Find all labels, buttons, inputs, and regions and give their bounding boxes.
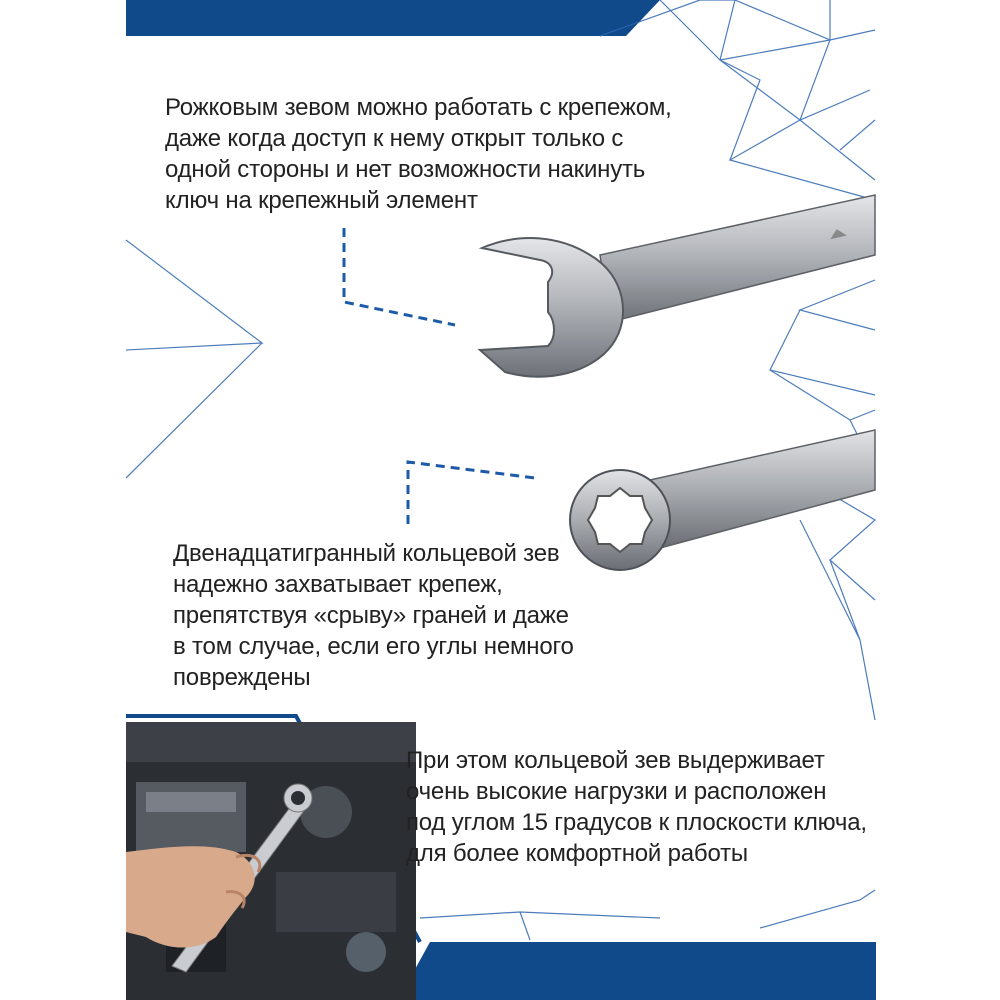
angle-description: При этом кольцевой зев выдерживает очень высокие нагрузки и расположен под углом 15 градусов к плоскости ключа, для более комфортной работы — [406, 747, 867, 867]
svg-text:◢◣: ◢◣ — [827, 225, 848, 241]
open-end-description: Рожковым зевом можно работать с крепежом, даже когда доступ к нему открыт только с одной стороны и нет возможности накинуть ключ на крепежный элемент — [165, 94, 672, 214]
ring-end-description: Двенадцатигранный кольцевой зев надежно захватывает крепеж, препятствуя «срыву» граней и даже в том случае, если его углы немного повреждены — [173, 540, 574, 691]
mechanic-hand-photo — [126, 722, 416, 1000]
twelve-point-ring — [588, 488, 652, 552]
